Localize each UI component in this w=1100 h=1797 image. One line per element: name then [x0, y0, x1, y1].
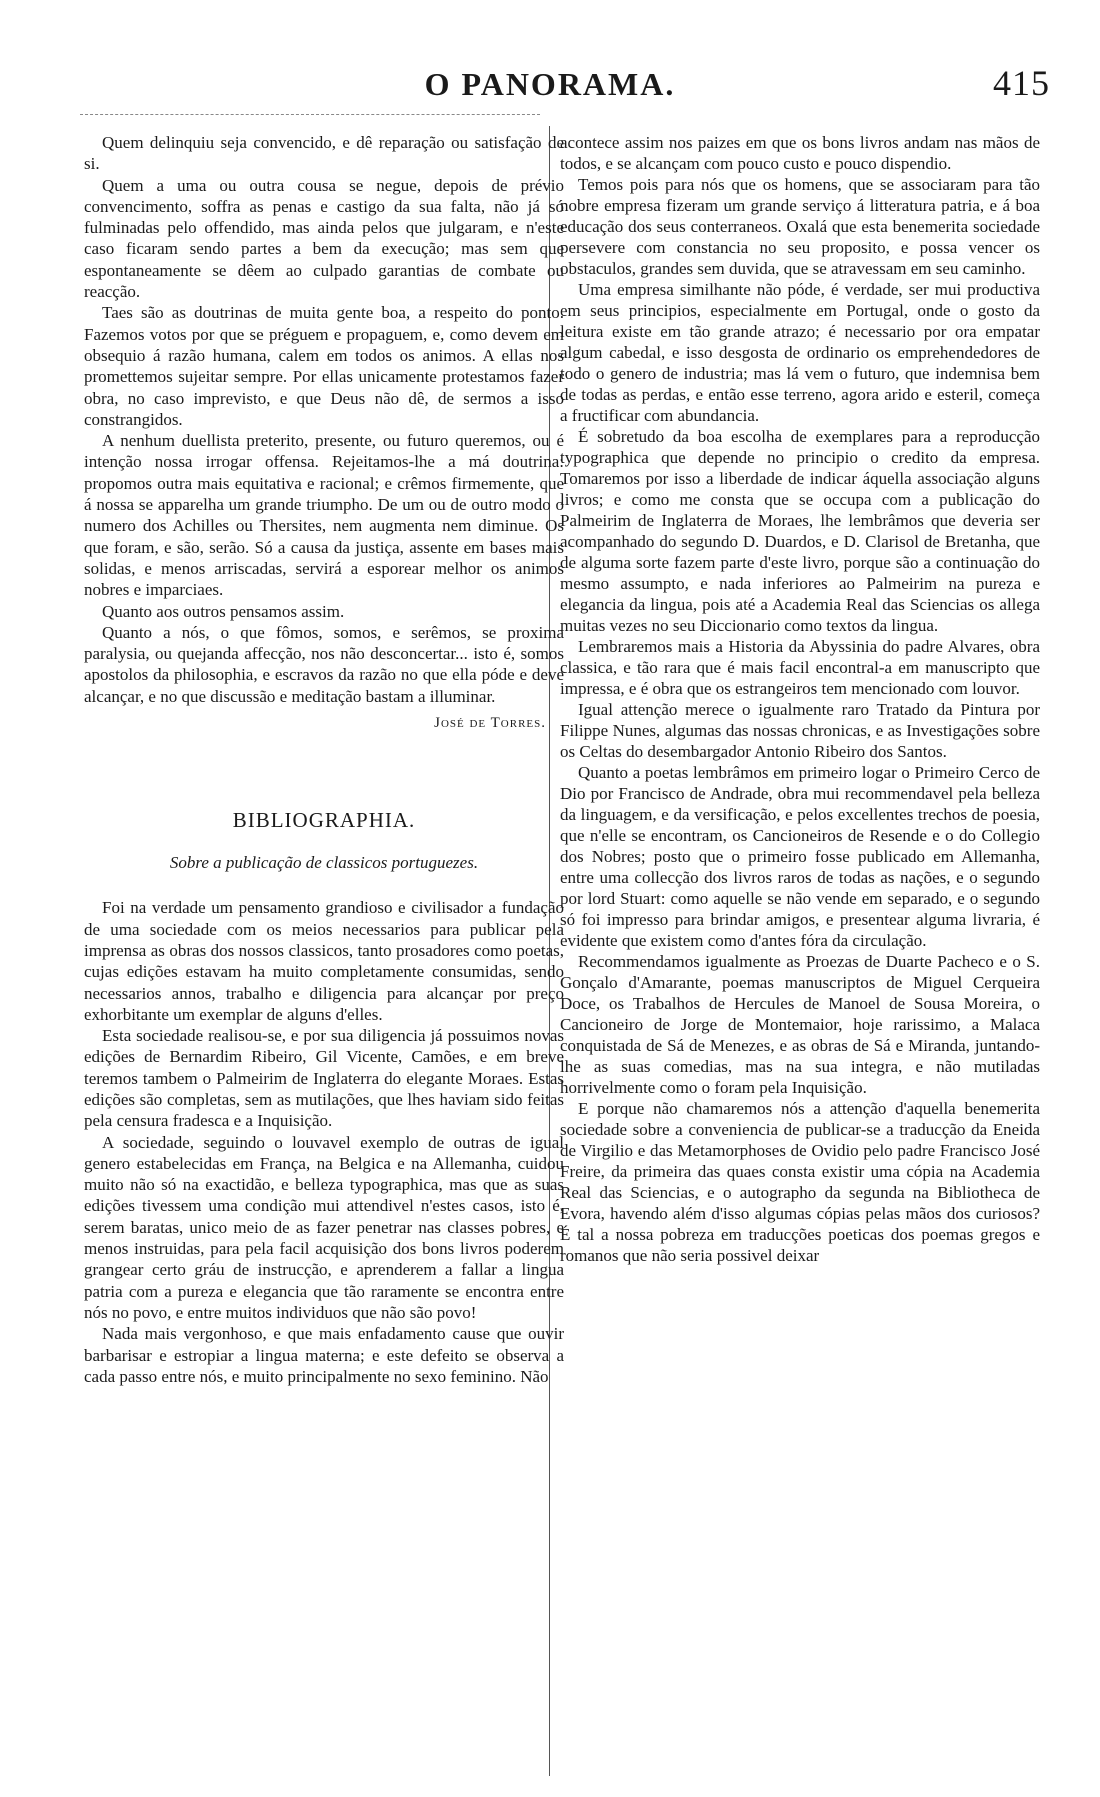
paragraph: Lembraremos mais a Historia da Abyssinia do padre Alvares, obra classica, e tão rara que é mais facil encontral-a em manuscripto que impressa, e é obra que os estrangeiros tem mencionado com louvor.	[560, 637, 1040, 698]
paragraph: É sobretudo da boa escolha de exemplares para a reproducção typographica que depende no principio o credito da empresa. Tomaremos por isso a liberdade de indicar áquella associação alguns livros; e como me consta que se occupa com a publicação do Palmeirim de Inglaterra de Moraes, lhe lembrâmos que deveria ser acompanhado do segundo D. Duardos, e D. Clarisol de Bretanha, que de alguma sorte fazem parte d'este livro, porque são a continuação do mesmo assumpto, e nada inferiores ao Palmeirim na pureza e elegancia da lingua, pois até a Academia Real das Sciencias os allega muitas vezes no seu Diccionario como textos da lingua.	[560, 427, 1040, 635]
header-rule	[80, 114, 540, 115]
paragraph: Temos pois para nós que os homens, que se associaram para tão nobre empresa fizeram um grande serviço á litteratura patria, e á boa educação dos seus conterraneos. Oxalá que esta benemerita sociedade persevere com constancia no seu proposito, e possa vencer os obstaculos, grandes sem duvida, que se atravessam em seu caminho.	[560, 175, 1040, 278]
paragraph: Uma empresa similhante não póde, é verdade, ser mui productiva em seus principios, especialmente em Portugal, onde o gosto da leitura existe em tão grande atrazo; é necessario por ora empatar algum cabedal, e isso desgosta de ordinario os emprehendedores de todo o genero de industria; mas lá vem o futuro, que indemnisa bem de todas as perdas, e então esse terreno, agora arido e esteril, começa a fructificar com abundancia.	[560, 280, 1040, 425]
section-subtitle: Sobre a publicação de classicos portuguezes.	[169, 853, 479, 873]
paragraph: A sociedade, seguindo o louvavel exemplo de outras de igual genero estabelecidas em França, na Belgica e na Allemanha, cuidou muito não só na exactidão, e belleza typographica, mas que as suas edições tivessem uma condição mui attendivel n'estes casos, isto é, serem baratas, unico meio de as fazer penetrar nas classes pobres, e menos instruidas, para pela facil acquisição dos bons livros poderem grangear certo gráu de instrucção, e aprenderem a fallar a lingua patria com a pureza e elegancia que tão raramente se encontra entre nós no povo, e entre muitos individuos que não são povo!	[84, 1132, 564, 1322]
page-number: 415	[993, 63, 1050, 103]
paragraph: E porque não chamaremos nós a attenção d'aquella benemerita sociedade sobre a conveniencia de publicar-se a traducção da Eneida de Virgilio e das Metamorphoses de Ovidio pelo padre Francisco José Freire, da primeira das quaes consta existir uma cópia na Academia Real das Sciencias, e o autographo da segunda na Bibliotheca de Evora, havendo além d'isso algumas cópias pelas mãos dos curiosos? É tal a nossa pobreza em traducções poeticas dos poemas gregos e romanos que não seria possivel deixar	[560, 1099, 1040, 1265]
right-column	[560, 132, 1040, 1266]
author-signature: José de Torres.	[434, 715, 546, 732]
paragraph: Nada mais vergonhoso, e que mais enfadamento cause que ouvir barbarisar e estropiar a lingua materna; e este defeito se observa a cada passo entre nós, e muito principalmente no sexo feminino. Não	[84, 1324, 564, 1386]
running-title: O PANORAMA.	[424, 66, 676, 102]
paragraph: Quem delinquiu seja convencido, e dê reparação ou satisfação de si.	[84, 133, 564, 174]
paragraph: Igual attenção merece o igualmente raro Tratado da Pintura por Filippe Nunes, algumas das nossas chronicas, e as Investigações sobre os Celtas do desembargador Antonio Ribeiro dos Santos.	[560, 700, 1040, 761]
paragraph: Foi na verdade um pensamento grandioso e civilisador a fundação de uma sociedade com os meios necessarios para publicar pela imprensa as obras dos nossos classicos, tanto prosadores como poetas, cujas edições estavam ha muito completamente consumidas, sendo necessarios annos, trabalho e diligencia para alcançar por preço exhorbitante um exemplar de alguns d'elles.	[84, 898, 564, 1024]
paragraph: Taes são as doutrinas de muita gente boa, a respeito do ponto. Fazemos votos por que se préguem e propaguem, e, como devem em obsequio á razão humana, calem em todos os animos. A ellas nos promettemos sujeitar sempre. Por ellas unicamente protestamos fazer obra, no caso imprevisto, e que Deus não dê, de sermos a isso constrangidos.	[84, 303, 564, 429]
paragraph: Quanto a nós, o que fômos, somos, e serêmos, se proxima paralysia, ou quejanda affecção, nos não desconcertar... isto é, somos apostolos da philosophia, e escravos da razão no que ella póde e deve alcançar, e no que discussão e meditação bastam a illuminar.	[84, 622, 564, 706]
paragraph: Esta sociedade realisou-se, e por sua diligencia já possuimos novas edições de Bernardim Ribeiro, Gil Vicente, Camões, e em breve teremos tambem o Palmeirim de Inglaterra do elegante Moraes. Estas edições são completas, sem as mutilações, que lhes haviam sido feitas pela censura fradesca e a Inquisição.	[84, 1026, 564, 1131]
paragraph: Recommendamos igualmente as Proezas de Duarte Pacheco e o S. Gonçalo d'Amarante, poemas manuscriptos de Miguel Cerqueira Doce, os Trabalhos de Hercules de Manoel de Sousa Moreira, o Cancioneiro de Jorge de Montemaior, hoje rarissimo, a Malaca conquistada de Sá de Menezes, e as obras de Sá e Miranda, juntando-lhe as suas comedias, mas na sua integra, e não mutiladas horrivelmente como o foram pela Inquisição.	[560, 952, 1040, 1097]
page-header	[0, 58, 1100, 118]
paragraph: Quanto aos outros pensamos assim.	[102, 601, 345, 621]
paragraph: A nenhum duellista preterito, presente, ou futuro queremos, ou é intenção nossa irrogar offensa. Rejeitamos-lhe a má doutrina: propomos outra mais equitativa e racional; e crêmos firmemente, que á nossa se apparelha um grande triumpho. De um ou de outro modo o numero dos Achilles ou Thersites, nem augmenta nem diminue. Os que foram, e são, serão. Só a causa da justiça, assente em bases mais solidas, e menos arriscadas, servirá a esporear melhor os animos nobres e imparciaes.	[84, 431, 564, 600]
paragraph: acontece assim nos paizes em que os bons livros andam nas mãos de todos, e se alcançam com pouco custo e pouco dispendio.	[560, 133, 1040, 173]
left-column	[84, 132, 564, 1387]
section-title: BIBLIOGRAPHIA.	[232, 808, 416, 833]
paragraph: Quem a uma ou outra cousa se negue, depois de prévio convencimento, soffra as penas e castigo da sua falta, não já só fulminadas pelo offendido, mas ainda pelos que julgaram, e n'este caso ficaram sendo partes a bem da execução; mas sem que espontaneamente se dêem ao culpado garantias de combate ou reacção.	[84, 175, 564, 302]
paragraph: Quanto a poetas lembrâmos em primeiro logar o Primeiro Cerco de Dio por Francisco de Andrade, obra mui recommendavel pela belleza da linguagem, e da versificação, e pelos excellentes trechos de poesia, que n'elle se encontram, os Cancioneiros de Resende e o do Collegio dos Nobres; posto que o primeiro fosse publicado em Allemanha, entre uma collecção dos livros raros de todas as nações, e o segundo por lord Stuart: como aquelle se não vende em separado, e o segundo só foi impresso para brindar amigos, e presentear alguma livraria, é evidente que existem como d'antes fóra da circulação.	[560, 763, 1040, 950]
